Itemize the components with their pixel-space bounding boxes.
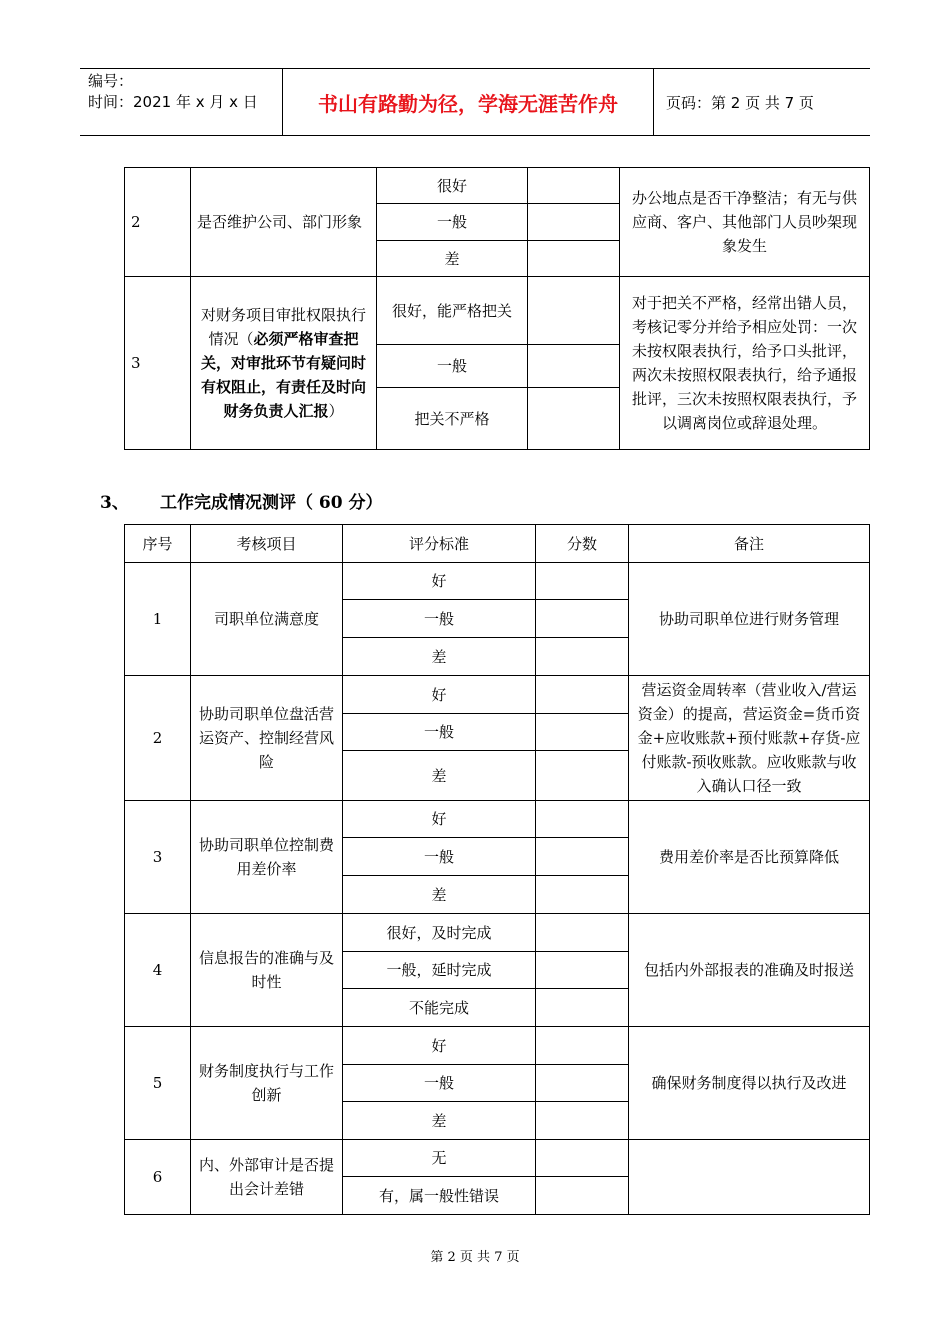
row-number: 2 — [125, 676, 191, 801]
grade-option: 很好 — [377, 168, 528, 204]
item-bold-text: 必须严格审查把关，对审批环节有疑问时有权阻止，有责任及时向财务负责人汇报 — [200, 330, 366, 420]
remark: 费用差价率是否比预算降低 — [629, 801, 870, 914]
remark: 办公地点是否干净整洁；有无与供应商、客户、其他部门人员吵架现象发生 — [620, 168, 870, 277]
table-row — [125, 563, 870, 600]
grade-option: 有，属一般性错误 — [343, 1177, 536, 1215]
table-row — [125, 168, 870, 204]
score-cell — [536, 1177, 629, 1215]
remark: 对于把关不严格，经常出错人员，考核记零分并给予相应处罚：一次未按权限表执行，给予口头批评，两次未按照权限表执行，给予通报批评，三次未按照权限表执行，予以调离岗位或辞退处理。 — [620, 277, 870, 450]
grade-option: 不能完成 — [343, 989, 536, 1027]
grade-option: 一般，延时完成 — [343, 952, 536, 989]
row-number: 5 — [125, 1027, 191, 1140]
grade-option: 很好，能严格把关 — [377, 277, 528, 345]
code-label: 编号： — [88, 72, 134, 90]
table-row — [125, 1140, 870, 1177]
time-label: 时间：2021 年 x 月 x 日 — [88, 93, 258, 111]
score-cell — [528, 168, 620, 204]
col-header: 序号 — [125, 525, 191, 563]
table-row — [125, 1027, 870, 1065]
col-header: 分数 — [536, 525, 629, 563]
score-cell — [536, 914, 629, 952]
section-title: 工作完成情况测评（ 60 分） — [160, 493, 383, 513]
col-header: 评分标准 — [343, 525, 536, 563]
score-cell — [536, 1027, 629, 1065]
score-cell — [536, 838, 629, 876]
grade-option: 一般 — [343, 714, 536, 751]
score-cell — [536, 876, 629, 914]
section-number: 3、 — [100, 493, 129, 513]
score-cell — [536, 989, 629, 1027]
assessment-item: 是否维护公司、部门形象 — [191, 168, 377, 277]
row-number: 2 — [125, 168, 191, 277]
section-heading — [100, 488, 383, 513]
table-row — [125, 277, 870, 345]
assessment-item: 司职单位满意度 — [191, 563, 343, 676]
row-number: 6 — [125, 1140, 191, 1215]
grade-option: 一般 — [377, 345, 528, 388]
remark: 确保财务制度得以执行及改进 — [629, 1027, 870, 1140]
assessment-item: 信息报告的准确与及时性 — [191, 914, 343, 1027]
remark: 包括内外部报表的准确及时报送 — [629, 914, 870, 1027]
work-completion-table — [124, 524, 870, 1215]
score-cell — [536, 714, 629, 751]
grade-option: 差 — [343, 876, 536, 914]
table-row — [125, 914, 870, 952]
col-header: 备注 — [629, 525, 870, 563]
grade-option: 差 — [377, 241, 528, 277]
grade-option: 一般 — [343, 838, 536, 876]
row-number: 3 — [125, 801, 191, 914]
score-cell — [528, 345, 620, 388]
row-number: 1 — [125, 563, 191, 676]
table-row — [125, 676, 870, 714]
grade-option: 把关不严格 — [377, 388, 528, 450]
remark: 协助司职单位进行财务管理 — [629, 563, 870, 676]
item-text: 对财务项目审批权限执行情况（ — [200, 306, 366, 348]
score-cell — [536, 1102, 629, 1140]
score-cell — [536, 952, 629, 989]
table-header-row — [125, 525, 870, 563]
col-header: 考核项目 — [191, 525, 343, 563]
score-cell — [536, 638, 629, 676]
score-cell — [536, 600, 629, 638]
grade-option: 好 — [343, 1027, 536, 1065]
score-cell — [536, 676, 629, 714]
grade-option: 一般 — [377, 204, 528, 241]
page-header — [80, 68, 870, 136]
row-number: 3 — [125, 277, 191, 450]
score-cell — [536, 1065, 629, 1102]
score-cell — [536, 801, 629, 838]
assessment-item: 协助司职单位盘活营运资产、控制经营风险 — [191, 676, 343, 801]
score-cell — [536, 563, 629, 600]
score-cell — [528, 388, 620, 450]
grade-option: 差 — [343, 1102, 536, 1140]
grade-option: 一般 — [343, 600, 536, 638]
grade-option: 很好，及时完成 — [343, 914, 536, 952]
grade-option: 好 — [343, 801, 536, 838]
grade-option: 好 — [343, 563, 536, 600]
remark — [629, 1140, 870, 1215]
assessment-item — [191, 277, 377, 450]
grade-option: 好 — [343, 676, 536, 714]
score-cell — [536, 751, 629, 801]
evaluation-table-continued — [124, 167, 870, 450]
grade-option: 无 — [343, 1140, 536, 1177]
grade-option: 差 — [343, 751, 536, 801]
row-number: 4 — [125, 914, 191, 1027]
table-row — [125, 801, 870, 838]
header-motto: 书山有路勤为径，学海无涯苦作舟 — [282, 69, 654, 135]
page-footer: 第 2 页 共 7 页 — [430, 1250, 520, 1265]
item-text-end: ） — [328, 402, 344, 420]
header-page-info: 页码：第 2 页 共 7 页 — [666, 93, 814, 112]
grade-option: 一般 — [343, 1065, 536, 1102]
remark: 营运资金周转率（营业收入/营运资金）的提高，营运资金=货币资金+应收账款+预付账款+存货-应付账款-预收账款。应收账款与收入确认口径一致 — [629, 676, 870, 801]
assessment-item: 协助司职单位控制费用差价率 — [191, 801, 343, 914]
grade-option: 差 — [343, 638, 536, 676]
score-cell — [528, 204, 620, 241]
header-meta — [88, 71, 284, 135]
score-cell — [528, 277, 620, 345]
assessment-item: 内、外部审计是否提出会计差错 — [191, 1140, 343, 1215]
assessment-item: 财务制度执行与工作创新 — [191, 1027, 343, 1140]
score-cell — [528, 241, 620, 277]
score-cell — [536, 1140, 629, 1177]
